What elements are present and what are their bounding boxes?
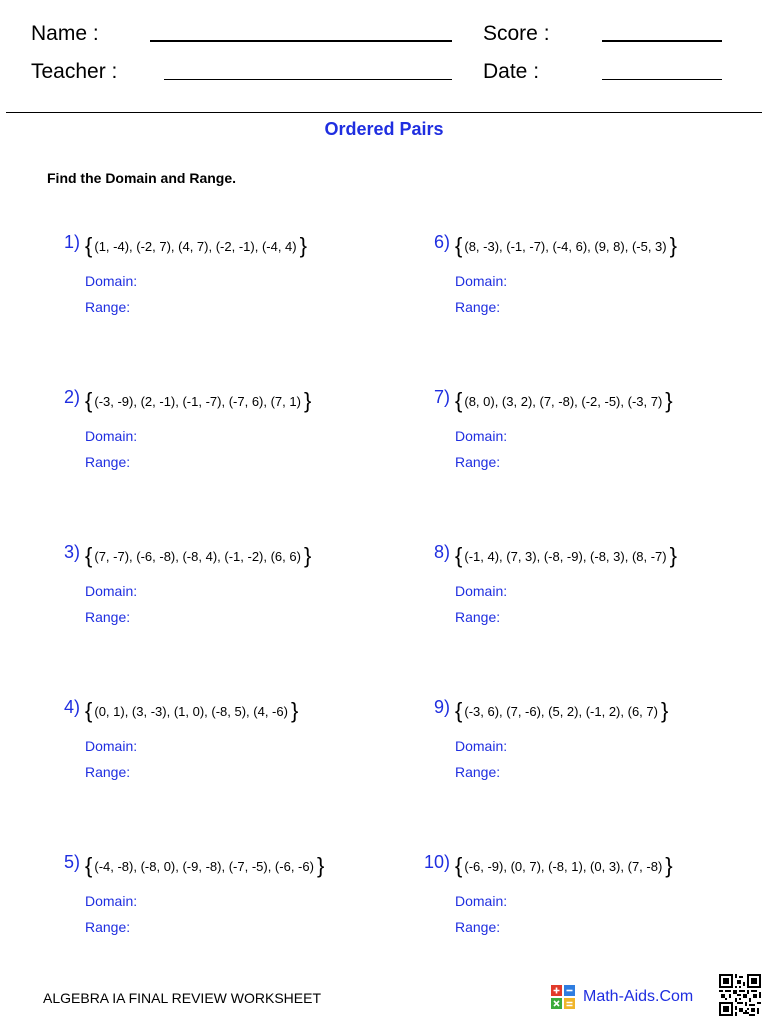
ordered-pairs: (-3, -9), (2, -1), (-1, -7), (-7, 6), (7, 1) bbox=[94, 394, 301, 409]
problem-number: 4) bbox=[63, 697, 80, 717]
domain-label: Domain: bbox=[455, 893, 508, 909]
open-brace: { bbox=[85, 543, 93, 568]
worksheet-title: ALGEBRA IA FINAL REVIEW WORKSHEET bbox=[43, 990, 321, 1006]
close-brace: } bbox=[303, 388, 312, 413]
range-label: Range: bbox=[455, 609, 501, 625]
problem-4 bbox=[40, 698, 380, 808]
ordered-pair-set bbox=[455, 698, 668, 724]
range-label: Range: bbox=[85, 454, 131, 470]
range-label: Range: bbox=[85, 299, 131, 315]
ordered-pairs: (-4, -8), (-8, 0), (-9, -8), (-7, -5), (-6, -6) bbox=[94, 859, 314, 874]
range-label: Range: bbox=[455, 919, 501, 935]
open-brace: { bbox=[455, 233, 463, 258]
domain-label: Domain: bbox=[85, 273, 138, 289]
problem-10 bbox=[410, 853, 750, 963]
problem-number: 10) bbox=[423, 852, 450, 872]
ordered-pairs: (0, 1), (3, -3), (1, 0), (-8, 5), (4, -6) bbox=[94, 704, 288, 719]
range-label: Range: bbox=[85, 609, 131, 625]
range-label: Range: bbox=[455, 454, 501, 470]
open-brace: { bbox=[455, 388, 463, 413]
ordered-pairs: (-3, 6), (7, -6), (5, 2), (-1, 2), (6, 7) bbox=[464, 704, 658, 719]
problem-number: 2) bbox=[63, 387, 80, 407]
ordered-pair-set bbox=[455, 853, 673, 879]
ordered-pair-set bbox=[85, 698, 298, 724]
ordered-pair-set bbox=[455, 388, 673, 414]
qr-code-icon bbox=[719, 974, 761, 1016]
problem-9 bbox=[410, 698, 750, 808]
range-label: Range: bbox=[85, 919, 131, 935]
range-label: Range: bbox=[455, 299, 501, 315]
date-line bbox=[602, 79, 722, 80]
domain-label: Domain: bbox=[85, 738, 138, 754]
open-brace: { bbox=[455, 853, 463, 878]
header-divider bbox=[6, 112, 762, 113]
open-brace: { bbox=[455, 698, 463, 723]
problem-8 bbox=[410, 543, 750, 653]
problem-number: 9) bbox=[433, 697, 450, 717]
date-label: Date : bbox=[483, 60, 540, 83]
ordered-pairs: (-1, 4), (7, 3), (-8, -9), (-8, 3), (8, -7) bbox=[464, 549, 667, 564]
problem-number: 7) bbox=[433, 387, 450, 407]
problem-5 bbox=[40, 853, 380, 963]
instructions: Find the Domain and Range. bbox=[47, 170, 237, 186]
ordered-pairs: (1, -4), (-2, 7), (4, 7), (-2, -1), (-4, 4) bbox=[94, 239, 297, 254]
ordered-pair-set bbox=[455, 543, 677, 569]
close-brace: } bbox=[665, 853, 673, 878]
problem-2 bbox=[40, 388, 380, 498]
name-line bbox=[150, 40, 452, 42]
ordered-pair-set bbox=[85, 233, 307, 259]
problem-1 bbox=[40, 233, 380, 343]
ordered-pair-set bbox=[85, 388, 311, 414]
domain-label: Domain: bbox=[455, 428, 508, 444]
ordered-pairs: (-6, -9), (0, 7), (-8, 1), (0, 3), (7, -8) bbox=[464, 859, 663, 874]
problem-3 bbox=[40, 543, 380, 653]
score-line bbox=[602, 40, 722, 42]
ordered-pair-set bbox=[85, 853, 324, 879]
brand-text[interactable]: Math-Aids.Com bbox=[583, 988, 694, 1005]
range-label: Range: bbox=[455, 764, 501, 780]
domain-label: Domain: bbox=[85, 893, 138, 909]
score-label: Score : bbox=[483, 22, 550, 45]
teacher-label: Teacher : bbox=[31, 60, 118, 83]
ordered-pairs: (7, -7), (-6, -8), (-8, 4), (-1, -2), (6, 6) bbox=[94, 549, 301, 564]
problem-number: 6) bbox=[433, 232, 450, 252]
range-label: Range: bbox=[85, 764, 131, 780]
open-brace: { bbox=[85, 233, 93, 258]
page-title: Ordered Pairs bbox=[324, 119, 444, 139]
domain-label: Domain: bbox=[455, 273, 508, 289]
problem-7 bbox=[410, 388, 750, 498]
open-brace: { bbox=[85, 698, 93, 723]
domain-label: Domain: bbox=[455, 738, 508, 754]
problem-number: 1) bbox=[63, 232, 80, 252]
domain-label: Domain: bbox=[455, 583, 508, 599]
ordered-pairs: (8, -3), (-1, -7), (-4, 6), (9, 8), (-5, 3) bbox=[464, 239, 667, 254]
domain-label: Domain: bbox=[85, 583, 138, 599]
open-brace: { bbox=[85, 853, 93, 878]
open-brace: { bbox=[455, 543, 463, 568]
ordered-pair-set bbox=[455, 233, 677, 259]
close-brace: } bbox=[665, 388, 673, 413]
close-brace: } bbox=[303, 543, 312, 568]
brand bbox=[551, 985, 693, 1009]
close-brace: } bbox=[669, 543, 677, 568]
close-brace: } bbox=[299, 233, 307, 258]
ordered-pairs: (8, 0), (3, 2), (7, -8), (-2, -5), (-3, 7) bbox=[464, 394, 663, 409]
open-brace: { bbox=[85, 388, 93, 413]
domain-label: Domain: bbox=[85, 428, 138, 444]
problem-number: 8) bbox=[433, 542, 450, 562]
name-label: Name : bbox=[31, 22, 99, 45]
problem-number: 5) bbox=[63, 852, 80, 872]
problem-number: 3) bbox=[63, 542, 80, 562]
problem-6 bbox=[410, 233, 750, 343]
close-brace: } bbox=[290, 698, 299, 723]
close-brace: } bbox=[316, 853, 325, 878]
teacher-line bbox=[164, 79, 452, 80]
calculator-icon bbox=[551, 985, 575, 1009]
close-brace: } bbox=[669, 233, 677, 258]
ordered-pair-set bbox=[85, 543, 311, 569]
close-brace: } bbox=[660, 698, 669, 723]
